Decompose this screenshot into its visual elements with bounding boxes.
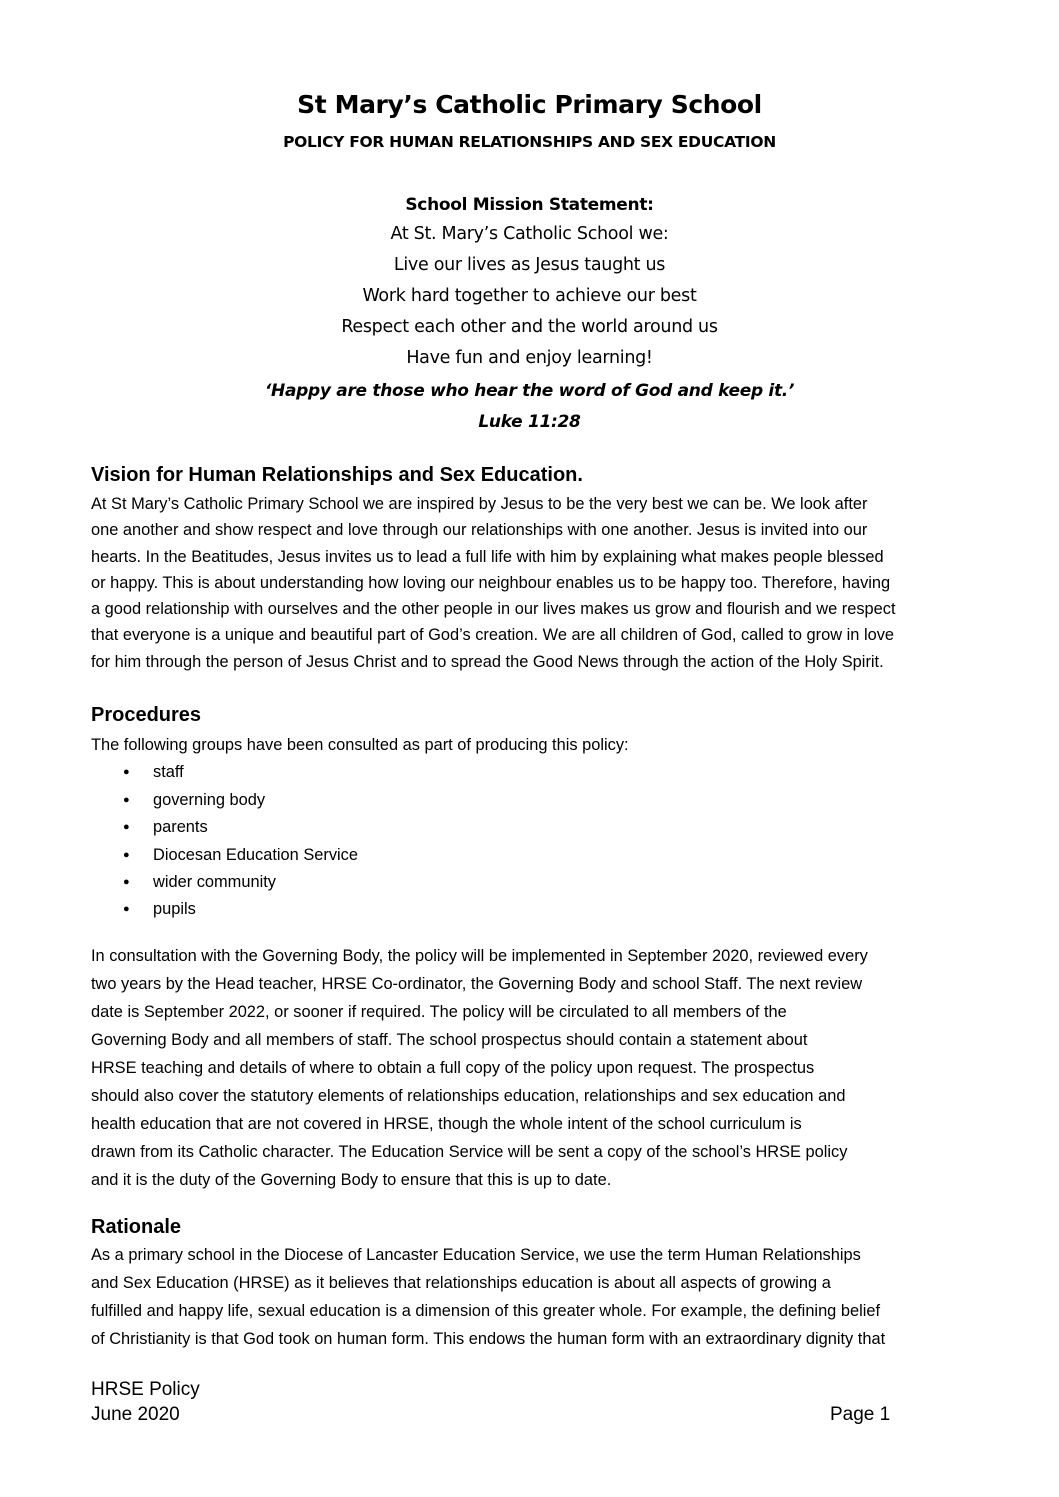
bullet-icon: ● [123,848,130,861]
list-item-label: pupils [153,900,196,919]
procedures-section [91,703,971,1195]
procedures-text-line: two years by the Head teacher, HRSE Co-ordinator, the Governing Body and school Staff. The next review [91,974,863,993]
footer-doc-info [91,1377,200,1427]
list-item-label: staff [153,763,184,782]
rationale-text-line: and Sex Education (HRSE) as it believes that relationships education is about all aspects of growing a [91,1274,831,1293]
list-item [91,759,971,786]
list-item-label: wider community [153,872,276,891]
mission-line: Have fun and enjoy learning! [406,348,653,368]
vision-text-line: for him through the person of Jesus Christ and to spread the Good News through the action of the Holy Spirit. [91,652,884,671]
list-item-label: Diocesan Education Service [153,845,358,864]
vision-heading: Vision for Human Relationships and Sex Education. [91,464,583,486]
procedures-text-line: Governing Body and all members of staff. The school prospectus should contain a statement about [91,1031,808,1050]
procedures-text-line: should also cover the statutory elements of relationships education, relationships and sex education and [91,1087,846,1106]
procedures-text-line: health education that are not covered in HRSE, though the whole intent of the school curriculum is [91,1115,802,1134]
procedures-text-line: In consultation with the Governing Body, the policy will be implemented in September 2020, reviewed every [91,946,868,965]
list-item [91,896,971,923]
list-item-label: governing body [153,790,266,809]
mission-line: At St. Mary’s Catholic School we: [390,224,669,244]
list-item [91,787,971,814]
mission-line: Live our lives as Jesus taught us [393,255,666,275]
list-item-label: parents [153,818,208,837]
procedures-text-line: drawn from its Catholic character. The Education Service will be sent a copy of the school’s HRSE policy [91,1143,848,1162]
list-item [91,869,971,896]
vision-text-line: that everyone is a unique and beautiful part of God’s creation. We are all children of God, called to grow in love [91,626,895,645]
page-number: Page 1 [830,1404,891,1425]
vision-text-line: hearts. In the Beatitudes, Jesus invites us to lead a full life with him by explaining what makes people blessed [91,547,884,566]
rationale-text-line: of Christianity is that God took on human form. This endows the human form with an extraordinary dignity that [91,1330,886,1349]
rationale-text-line: As a primary school in the Diocese of Lancaster Education Service, we use the term Human Relationships [91,1246,861,1264]
rationale-text-line: fulfilled and happy life, sexual education is a dimension of this greater whole. For example, the defining belief [91,1302,881,1321]
procedures-text-line: date is September 2022, or sooner if required. The policy will be circulated to all members of the [91,1002,787,1021]
vision-text-line: or happy. This is about understanding how loving our neighbour enables us to be happy too. Therefore, having [91,573,891,592]
footer-doc-name: HRSE Policy [91,1379,200,1400]
policy-subtitle: POLICY FOR HUMAN RELATIONSHIPS AND SEX EDUCATION [283,133,776,151]
bullet-icon: ● [123,766,130,779]
mission-heading: School Mission Statement: [405,195,654,215]
vision-text-line: At St Mary’s Catholic Primary School we are inspired by Jesus to be the very best we can be. We look after [91,495,868,513]
procedures-text-line: HRSE teaching and details of where to obtain a full copy of the policy upon request. The prospectus [91,1059,815,1078]
rationale-section [91,1215,971,1353]
list-item [91,814,971,841]
procedures-text-line: and it is the duty of the Governing Body to ensure that this is up to date. [91,1171,612,1190]
procedures-intro: The following groups have been consulted as part of producing this policy: [91,736,629,754]
mission-line: Respect each other and the world around us [341,317,718,337]
list-item [91,842,971,869]
vision-text-line: one another and show respect and love through our relationships with one another. Jesus is invited into our [91,521,868,540]
vision-text-line: a good relationship with ourselves and the other people in our lives makes us grow and flourish and we respect [91,600,896,619]
bullet-icon: ● [123,821,130,834]
bullet-icon: ● [123,875,130,888]
rationale-heading: Rationale [91,1216,182,1238]
bullet-icon: ● [123,903,130,916]
footer-date: June 2020 [91,1404,180,1425]
procedures-heading: Procedures [91,704,202,726]
consulted-groups-list [91,759,971,923]
vision-section [91,463,971,675]
bullet-icon: ● [123,793,130,806]
page-title: St Mary’s Catholic Primary School [297,90,762,119]
scripture-reference: Luke 11:28 [478,412,581,432]
mission-line: Work hard together to achieve our best [362,286,697,306]
scripture-quote: ‘Happy are those who hear the word of God and keep it.’ [264,381,795,401]
